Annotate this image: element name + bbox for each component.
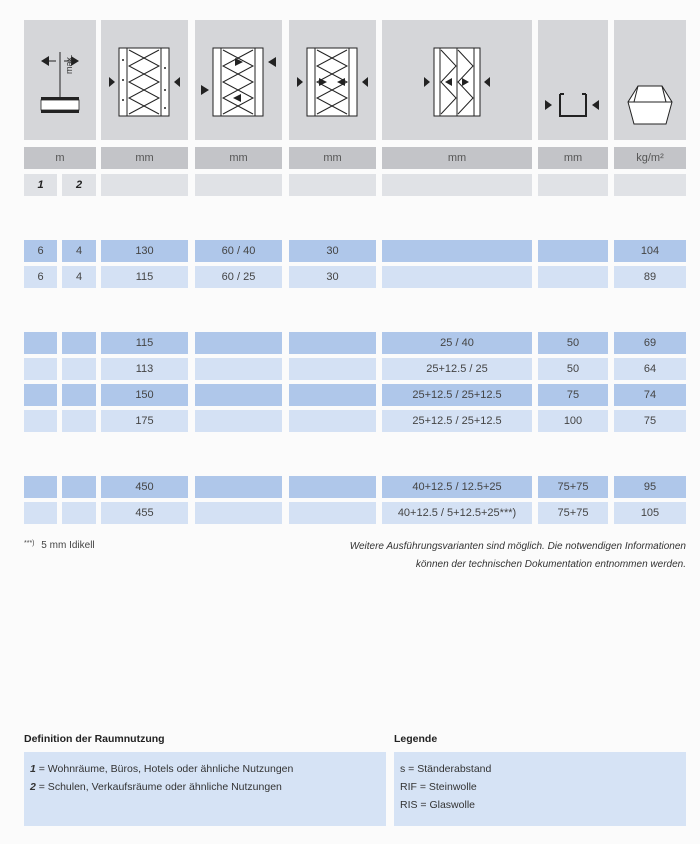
- header-wall-type-4-cell: [382, 20, 532, 140]
- unit-height: m: [24, 147, 96, 169]
- svg-text:max.: max.: [64, 54, 74, 74]
- usage-number-2: 2: [62, 174, 96, 196]
- table-cell: [24, 358, 57, 380]
- table-cell: 25+12.5 / 25+12.5: [382, 410, 532, 432]
- header-wall-type-2-cell: [195, 20, 282, 140]
- table-cell: [289, 476, 376, 498]
- info-note: [266, 538, 686, 574]
- table-cell: [62, 410, 96, 432]
- table-cell: [289, 358, 376, 380]
- table-cell: 74: [614, 384, 686, 406]
- table-cell: 69: [614, 332, 686, 354]
- table-cell: [62, 476, 96, 498]
- table-cell: [195, 358, 282, 380]
- table-cell: [24, 476, 57, 498]
- info-line-1: Weitere Ausführungsvarianten sind möglich. Die notwendigen Informationen: [349, 541, 686, 552]
- table-cell: 113: [101, 358, 188, 380]
- number-row-blank: [289, 174, 376, 196]
- table-cell: 25 / 40: [382, 332, 532, 354]
- table-cell: 60 / 40: [195, 240, 282, 262]
- table-cell: 75+75: [538, 502, 608, 524]
- table-cell: 175: [101, 410, 188, 432]
- number-row-blank: [614, 174, 686, 196]
- definition-box: [24, 752, 386, 826]
- number-row-blank: [538, 174, 608, 196]
- unit-wall-type-3: mm: [289, 147, 376, 169]
- unit-wall-type-4: mm: [382, 147, 532, 169]
- table-cell: 75+75: [538, 476, 608, 498]
- weight-block-icon: [614, 20, 686, 140]
- table-cell: 89: [614, 266, 686, 288]
- table-cell: [195, 502, 282, 524]
- table-cell: 50: [538, 332, 608, 354]
- table-cell: [24, 332, 57, 354]
- table-cell: 75: [614, 410, 686, 432]
- table-cell: [24, 384, 57, 406]
- table-cell: [289, 332, 376, 354]
- header-height-cell: [24, 20, 96, 140]
- number-row-blank: [195, 174, 282, 196]
- legend-item-glass-wool: RIS = Glaswolle: [400, 799, 475, 811]
- table-cell: [62, 384, 96, 406]
- table-cell: [62, 332, 96, 354]
- table-cell: 115: [101, 332, 188, 354]
- height-max-icon: [24, 20, 96, 140]
- number-row-blank: [382, 174, 532, 196]
- unit-profile: mm: [538, 147, 608, 169]
- table-cell: 105: [614, 502, 686, 524]
- staggered-stud-wall-icon: [195, 20, 282, 140]
- legend-title: Legende: [394, 733, 438, 745]
- unit-wall-type-2: mm: [195, 147, 282, 169]
- table-cell: 6: [24, 240, 57, 262]
- double-stud-wall-icon: [382, 20, 532, 140]
- definition-title: Definition der Raumnutzung: [24, 733, 165, 745]
- table-cell: 4: [62, 266, 96, 288]
- unit-wall-type-1: mm: [101, 147, 188, 169]
- footnote: [24, 540, 95, 551]
- table-cell: [538, 266, 608, 288]
- cw-profile-icon: [538, 20, 608, 140]
- table-cell: 60 / 25: [195, 266, 282, 288]
- header-profile-cell: [538, 20, 608, 140]
- header-weight-cell: [614, 20, 686, 140]
- table-cell: 95: [614, 476, 686, 498]
- table-cell: 100: [538, 410, 608, 432]
- info-line-2: können der technischen Dokumentation entnommen werden.: [415, 559, 686, 570]
- table-cell: 104: [614, 240, 686, 262]
- legend-item-rock-wool: RIF = Steinwolle: [400, 781, 477, 793]
- table-cell: 150: [101, 384, 188, 406]
- header-wall-type-3-cell: [289, 20, 376, 140]
- table-cell: [24, 502, 57, 524]
- table-cell: 6: [24, 266, 57, 288]
- table-cell: 40+12.5 / 5+12.5+25***): [382, 502, 532, 524]
- footnote-marker: ***): [24, 540, 35, 547]
- usage-number-1: 1: [24, 174, 57, 196]
- number-row-blank: [101, 174, 188, 196]
- table-cell: [538, 240, 608, 262]
- table-cell: 455: [101, 502, 188, 524]
- unit-weight: kg/m²: [614, 147, 686, 169]
- header-wall-type-1-cell: [101, 20, 188, 140]
- table-cell: 30: [289, 266, 376, 288]
- table-cell: [382, 266, 532, 288]
- table-cell: 115: [101, 266, 188, 288]
- legend-box: [394, 752, 686, 826]
- table-cell: 25+12.5 / 25: [382, 358, 532, 380]
- table-cell: [62, 502, 96, 524]
- table-cell: [195, 476, 282, 498]
- table-cell: [289, 384, 376, 406]
- table-cell: 450: [101, 476, 188, 498]
- table-cell: [289, 410, 376, 432]
- footnote-text: 5 mm Idikell: [41, 540, 95, 551]
- table-cell: [195, 384, 282, 406]
- table-cell: 4: [62, 240, 96, 262]
- table-cell: [195, 332, 282, 354]
- legend-item-spacing: s = Ständerabstand: [400, 763, 492, 775]
- table-cell: 75: [538, 384, 608, 406]
- single-stud-insulated-wall-icon: [101, 20, 188, 140]
- table-cell: 25+12.5 / 25+12.5: [382, 384, 532, 406]
- table-cell: 30: [289, 240, 376, 262]
- single-stud-wall-dense-icon: [289, 20, 376, 140]
- table-cell: 130: [101, 240, 188, 262]
- table-cell: 50: [538, 358, 608, 380]
- definition-item-1: 1 = Wohnräume, Büros, Hotels oder ähnliche Nutzungen: [30, 763, 294, 775]
- table-cell: 40+12.5 / 12.5+25: [382, 476, 532, 498]
- table-cell: [289, 502, 376, 524]
- definition-item-2: 2 = Schulen, Verkaufsräume oder ähnliche Nutzungen: [30, 781, 282, 793]
- table-cell: [24, 410, 57, 432]
- table-cell: [195, 410, 282, 432]
- table-cell: 64: [614, 358, 686, 380]
- table-cell: [62, 358, 96, 380]
- table-cell: [382, 240, 532, 262]
